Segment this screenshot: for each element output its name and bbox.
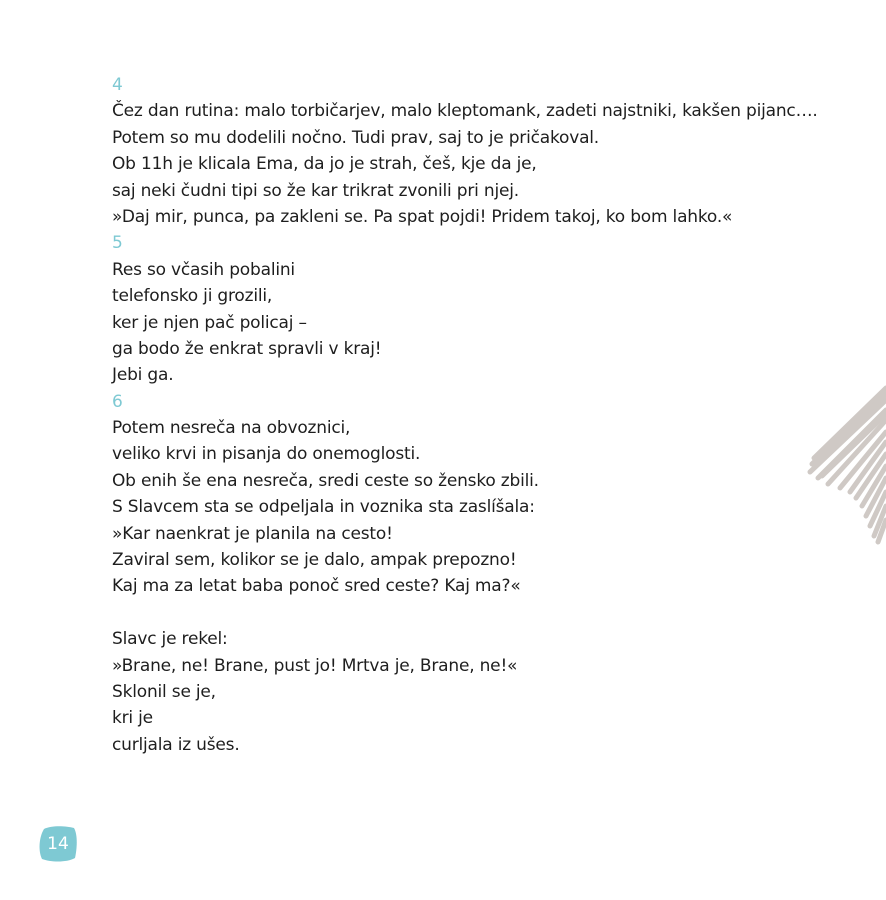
text-line: veliko krvi in pisanja do onemoglosti. [112, 444, 421, 465]
text-line: S Slavcem sta se odpeljala in voznika sta zaslíšala: [112, 497, 535, 518]
text-line: ker je njen pač policaj – [112, 312, 307, 333]
page-number: 14 [47, 834, 69, 854]
text-line: Kaj ma za letat baba ponoč sred ceste? Kaj ma?« [112, 576, 521, 597]
text-line: Slavc je rekel: [112, 629, 228, 650]
blank-line [112, 600, 832, 626]
text-line: Ob enih še ena nesreča, sredi ceste so žensko zbili. [112, 470, 539, 491]
text-line: »Daj mir, punca, pa zakleni se. Pa spat pojdi! Pridem takoj, ko bom lahko.« [112, 206, 733, 227]
text-line: telefonsko ji grozili, [112, 286, 273, 307]
text-line: Potem nesreča na obvoznici, [112, 418, 351, 439]
text-line: kri je [112, 708, 153, 729]
text-line: Jebi ga. [112, 365, 174, 386]
text-line: saj neki čudni tipi so že kar trikrat zvonili pri njej. [112, 180, 519, 201]
text-line: Čez dan rutina: malo torbičarjev, malo kleptomank, zadeti najstniki, kakšen pijanc…. [112, 101, 818, 122]
section-number-6: 6 [112, 391, 123, 412]
page-number-badge [38, 825, 78, 863]
text-line: ga bodo že enkrat spravli v kraj! [112, 338, 382, 359]
section-number-4: 4 [112, 75, 123, 95]
text-line: curljala iz ušes. [112, 734, 240, 755]
poem-text [112, 72, 832, 758]
text-line: »Kar naenkrat je planila na cesto! [112, 523, 393, 544]
text-line: Res so včasih pobalini [112, 259, 295, 280]
text-line: Zaviral sem, kolikor se je dalo, ampak prepozno! [112, 550, 517, 571]
text-line: Ob 11h je klicala Ema, da jo je strah, češ, kje da je, [112, 154, 537, 175]
text-line: »Brane, ne! Brane, pust jo! Mrtva je, Brane, ne!« [112, 655, 518, 676]
text-line: Potem so mu dodelili nočno. Tudi prav, saj to je pričakoval. [112, 127, 600, 148]
section-number-5: 5 [112, 233, 123, 254]
text-line: Sklonil se je, [112, 681, 216, 702]
scribble-decoration-icon [800, 380, 886, 550]
